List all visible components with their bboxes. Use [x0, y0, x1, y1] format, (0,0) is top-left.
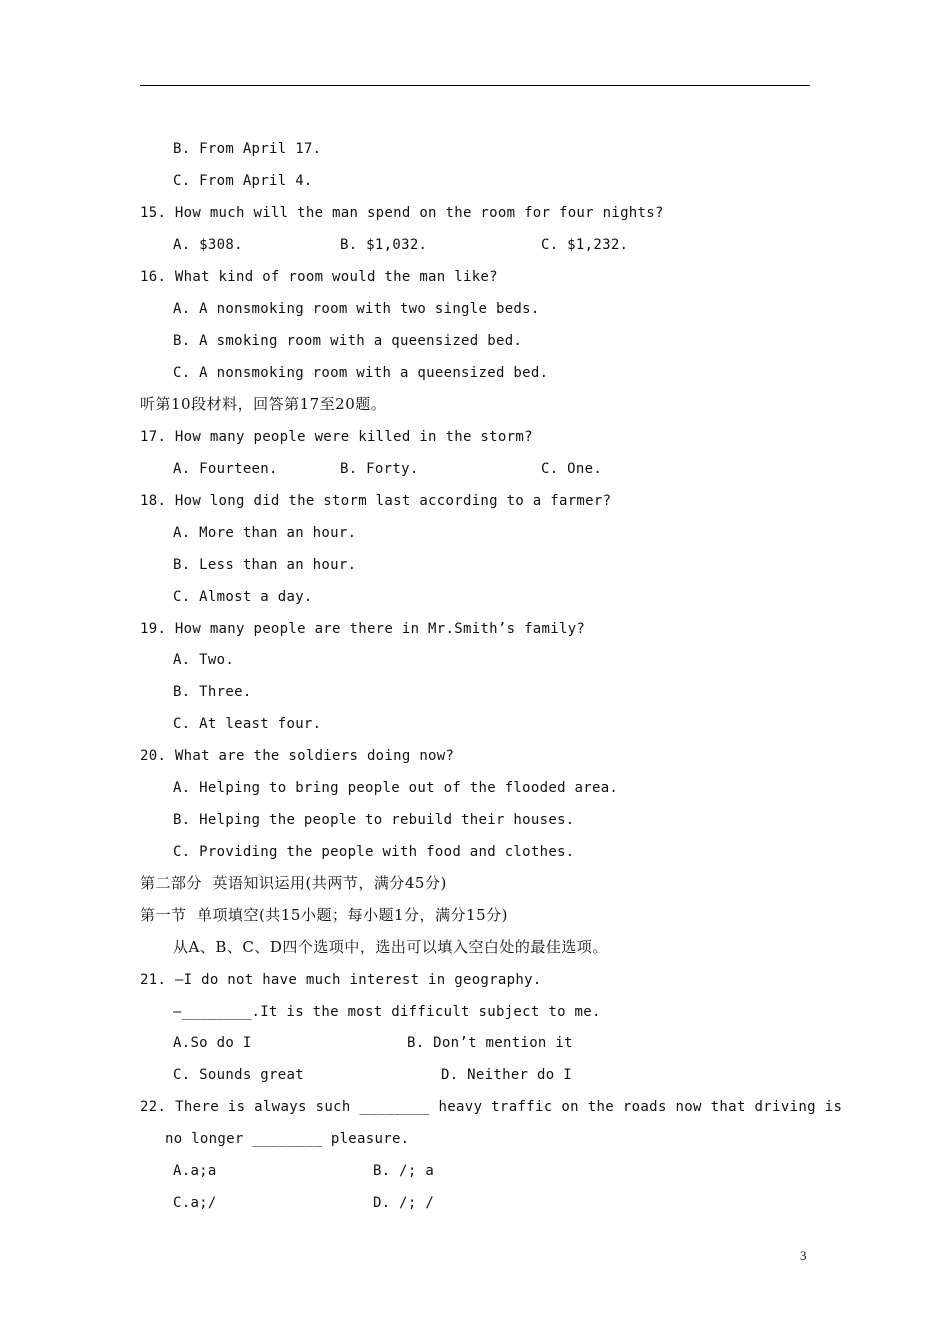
- question-22: 22. There is always such ________ heavy traffic on the roads now that driving is: [140, 1099, 843, 1115]
- question-21-reply: —________.It is the most difficult subject to me.: [173, 1004, 601, 1020]
- option-21a: A.So do I: [173, 1035, 252, 1051]
- question-18: 18. How long did the storm last according to a farmer?: [140, 493, 612, 509]
- option-19b: B. Three.: [173, 684, 252, 700]
- option-22a: A.a;a: [173, 1163, 217, 1179]
- option-18a: A. More than an hour.: [173, 525, 357, 541]
- option-22c: C.a;/: [173, 1195, 217, 1211]
- option-14c: C. From April 4.: [173, 173, 313, 189]
- section-instruction-10: 听第10段材料，回答第17至20题。: [140, 395, 387, 413]
- option-16c: C. A nonsmoking room with a queensized bed.: [173, 365, 549, 381]
- page-number: 3: [800, 1248, 807, 1263]
- question-15: 15. How much will the man spend on the room for four nights?: [140, 205, 664, 221]
- option-22d: D. /; /: [373, 1195, 435, 1211]
- option-15a: A. $308.: [173, 237, 243, 253]
- section-one-heading: 第一节 单项填空(共15小题；每小题1分，满分15分): [140, 906, 508, 924]
- question-20: 20. What are the soldiers doing now?: [140, 748, 455, 764]
- part-two-heading: 第二部分 英语知识运用(共两节，满分45分): [140, 874, 447, 892]
- option-20c: C. Providing the people with food and clothes.: [173, 844, 575, 860]
- option-19a: A. Two.: [173, 652, 235, 668]
- option-17a: A. Fourteen.: [173, 461, 278, 477]
- option-17b: B. Forty.: [340, 461, 419, 477]
- option-14b: B. From April 17.: [173, 141, 322, 157]
- option-21b: B. Don’t mention it: [407, 1035, 573, 1051]
- question-16: 16. What kind of room would the man like?: [140, 269, 498, 285]
- section-one-instruction: 从A、B、C、D四个选项中，选出可以填入空白处的最佳选项。: [173, 938, 608, 956]
- option-15c: C. $1,232.: [541, 237, 629, 253]
- option-22b: B. /; a: [373, 1163, 435, 1179]
- question-22-continued: no longer ________ pleasure.: [165, 1131, 410, 1147]
- option-17c: C. One.: [541, 461, 603, 477]
- option-20a: A. Helping to bring people out of the flooded area.: [173, 780, 619, 796]
- option-16b: B. A smoking room with a queensized bed.: [173, 333, 523, 349]
- option-21d: D. Neither do I: [441, 1067, 572, 1083]
- option-19c: C. At least four.: [173, 716, 322, 732]
- question-21: 21. —I do not have much interest in geography.: [140, 972, 542, 988]
- option-20b: B. Helping the people to rebuild their houses.: [173, 812, 575, 828]
- question-17: 17. How many people were killed in the storm?: [140, 429, 533, 445]
- option-18c: C. Almost a day.: [173, 589, 313, 605]
- question-19: 19. How many people are there in Mr.Smith’s family?: [140, 621, 586, 637]
- option-18b: B. Less than an hour.: [173, 557, 357, 573]
- option-21c: C. Sounds great: [173, 1067, 304, 1083]
- option-16a: A. A nonsmoking room with two single beds.: [173, 301, 540, 317]
- option-15b: B. $1,032.: [340, 237, 428, 253]
- header-rule: [140, 85, 810, 86]
